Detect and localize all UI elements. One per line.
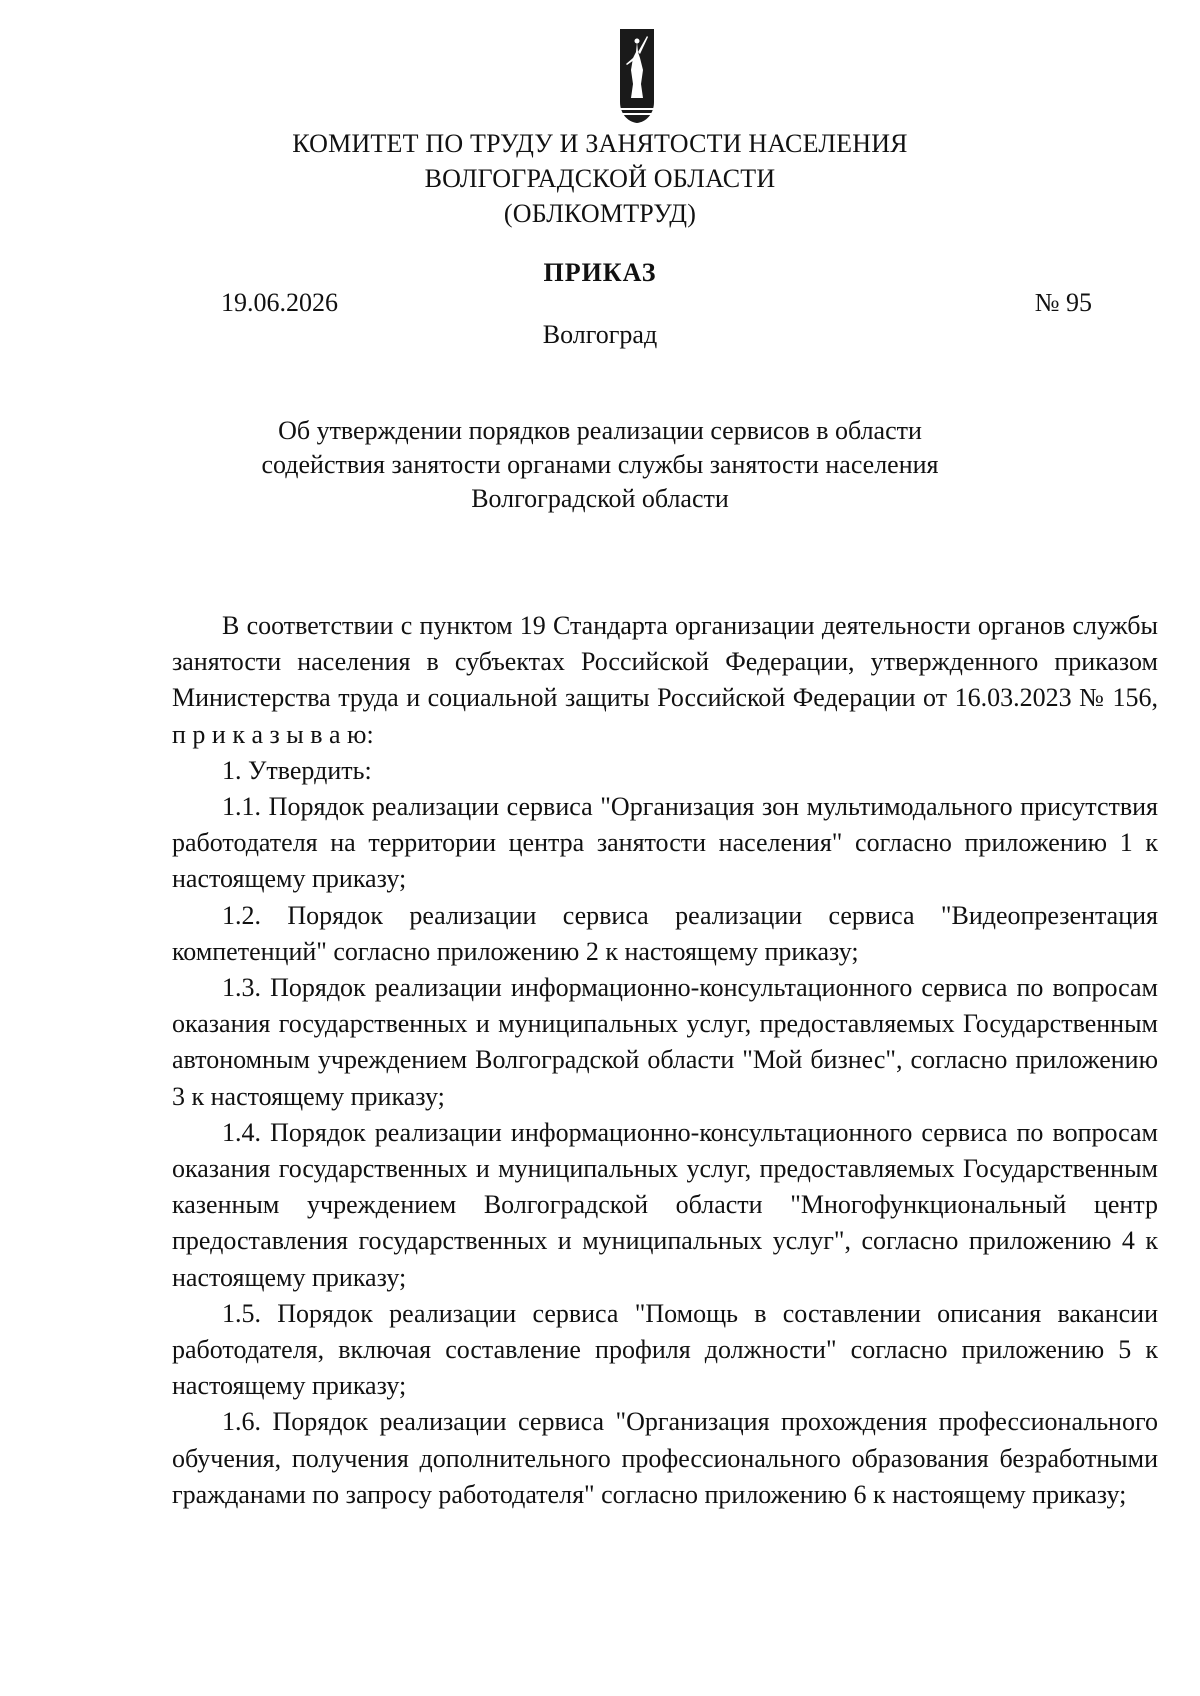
item-1-5: 1.5. Порядок реализации сервиса "Помощь в составлении описания вакансии работодателя, включая составление профиля должности" согласно приложению 5 к настоящему приказу; <box>172 1298 1158 1401</box>
item-1-2: 1.2. Порядок реализации сервиса реализации сервиса "Видеопрезентация компетенций" согласно приложению 2 к настоящему приказу; <box>172 900 1158 966</box>
volgograd-coat-of-arms-icon <box>619 28 655 124</box>
organization-abbreviation: (ОБЛКОМТРУД) <box>503 199 697 228</box>
item-1-6: 1.6. Порядок реализации сервиса "Организация прохождения профессионального обучения, получения дополнительного профессионального образования безработными гражданами по запросу работодателя" согласно приложению 6 к настоящему приказу; <box>172 1407 1158 1509</box>
item-1: 1. Утвердить: <box>222 755 372 785</box>
document-number: № 95 <box>1034 288 1092 317</box>
subject-line-2: содействия занятости органами службы занятости населения <box>261 450 939 479</box>
item-1-1: 1.1. Порядок реализации сервиса "Организация зон мультимодального присутствия работодателя на территории центра занятости населения" согласно приложению 1 к настоящему приказу; <box>172 792 1158 894</box>
document-date: 19.06.2026 <box>221 288 338 317</box>
subject-line-1: Об утверждении порядков реализации сервисов в области <box>278 416 922 445</box>
document-type: ПРИКАЗ <box>543 258 657 287</box>
subject-line-3: Волгоградской области <box>471 484 729 513</box>
document-city: Волгоград <box>542 320 658 349</box>
item-1-4: 1.4. Порядок реализации информационно-консультационного сервиса по вопросам оказания государственных и муниципальных услуг, предоставляемых Государственным казенным учреждением Волгоградской области "Многофункциональный центр предоставления государственных и муниципальных услуг", согласно приложению 4 к настоящему приказу; <box>172 1117 1158 1292</box>
document-body <box>172 608 1158 1513</box>
organization-name-line-2: ВОЛГОГРАДСКОЙ ОБЛАСТИ <box>424 164 776 193</box>
organization-name-line-1: КОМИТЕТ ПО ТРУДУ И ЗАНЯТОСТИ НАСЕЛЕНИЯ <box>292 129 908 158</box>
organization-header <box>0 126 1200 231</box>
document-subject <box>0 414 1200 516</box>
preamble-paragraph: В соответствии с пунктом 19 Стандарта организации деятельности органов службы занятости населения в субъектах Российской Федерации, утвержденного приказом Министерства труда и социальной защиты Российской Федерации от 16.03.2023 № 156, п р и к а з ы в а ю: <box>172 611 1158 749</box>
item-1-3: 1.3. Порядок реализации информационно-консультационного сервиса по вопросам оказания государственных и муниципальных услуг, предоставляемых Государственным автономным учреждением Волгоградской области "Мой бизнес", согласно приложению 3 к настоящему приказу; <box>172 973 1158 1111</box>
